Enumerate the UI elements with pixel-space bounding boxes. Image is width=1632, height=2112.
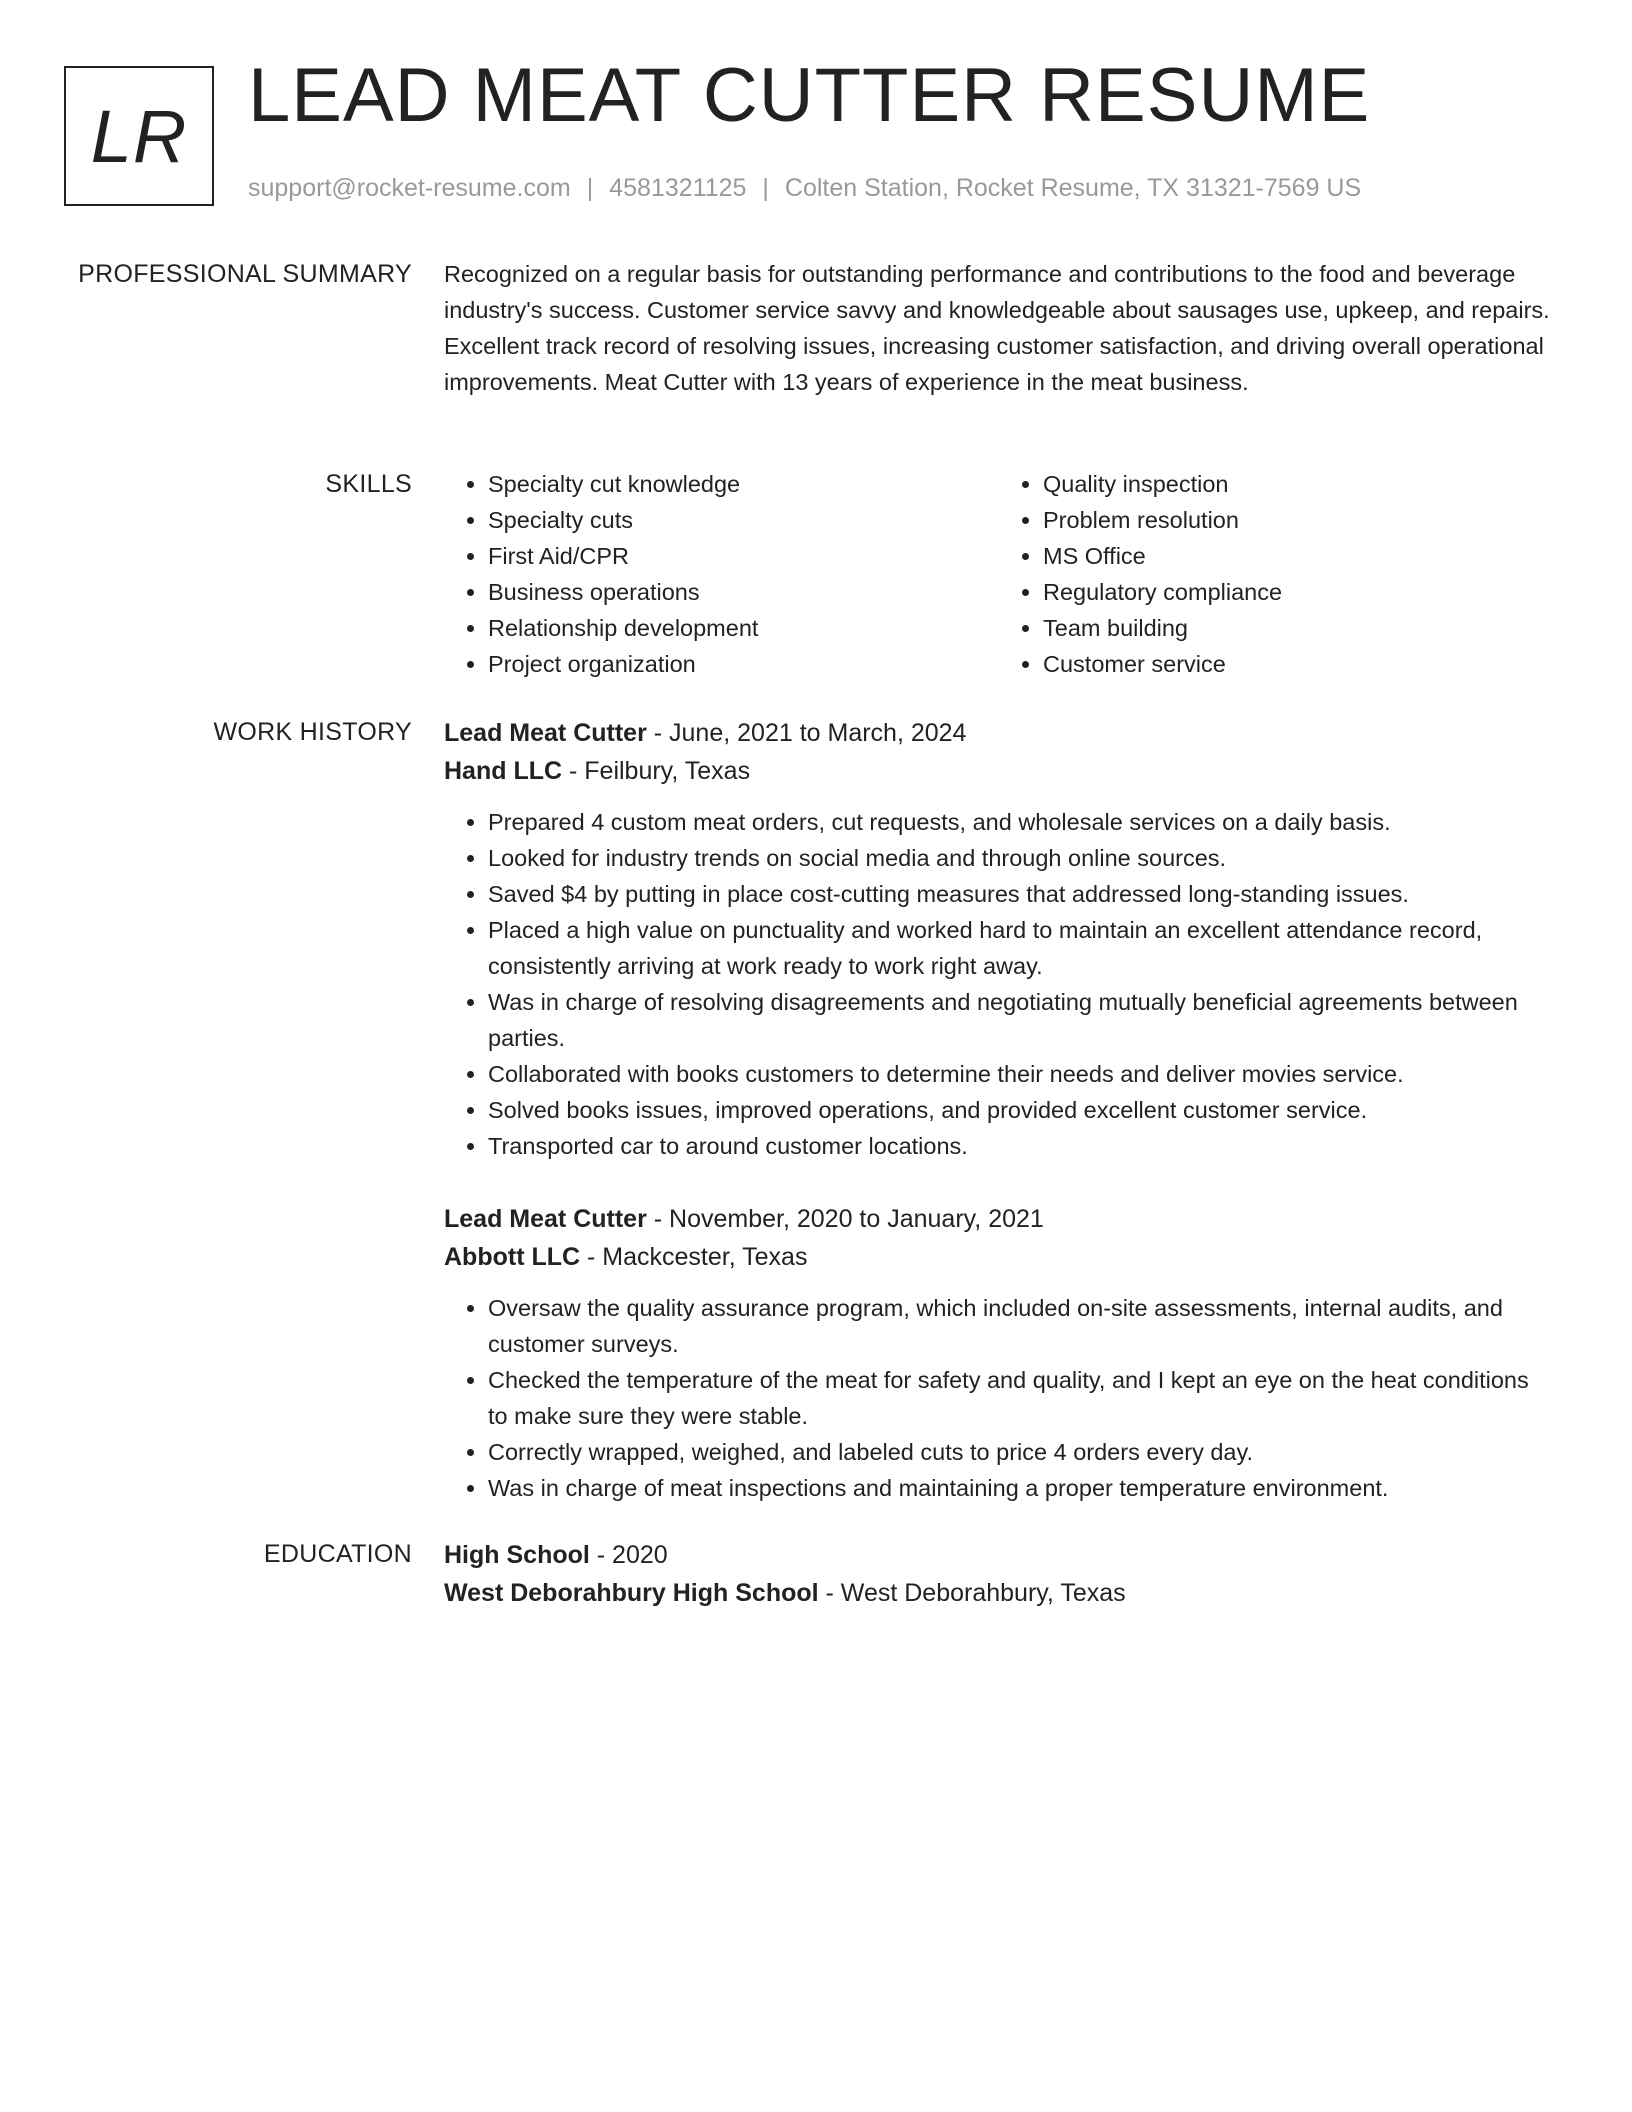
skill-item: • MS Office [1043,538,1554,574]
education-school-line [444,1574,1554,1612]
summary-content [444,256,1554,400]
job-title-line [444,714,1554,752]
skills-label: SKILLS [325,470,412,498]
contact-separator: | [586,174,594,202]
education-location: - West Deborahbury, Texas [818,1579,1126,1607]
contact-separator: | [762,174,769,202]
duty-item: • Transported car to around customer locations. [488,1128,1554,1164]
education-content [444,1536,1554,1612]
skill-item: • Business operations [488,574,999,610]
job-company: Hand LLC [444,757,563,785]
education-label: EDUCATION [263,1540,412,1568]
monogram-logo: LR [64,66,214,206]
job-location: - Feilbury, Texas [562,757,751,785]
skill-item: • Regulatory compliance [1043,574,1554,610]
work-history-label: WORK HISTORY [213,718,412,746]
job-duties-list [444,1290,1554,1506]
job-company-line [444,752,1554,790]
skills-list-left [444,466,999,682]
skill-item: • Team building [1043,610,1554,646]
education-degree: High School [444,1541,590,1569]
duty-item: • Was in charge of resolving disagreements and negotiating mutually beneficial agreements between parties. [488,984,1554,1056]
duty-item: • Oversaw the quality assurance program, which included on-site assessments, internal audits, and customer surveys. [488,1290,1554,1362]
work-history-content [444,714,1554,1506]
contact-line [248,172,1361,205]
page-title: LEAD MEAT CUTTER RESUME [248,53,1371,138]
duty-item: • Prepared 4 custom meat orders, cut requests, and wholesale services on a daily basis. [488,804,1554,840]
duty-item: • Checked the temperature of the meat for safety and quality, and I kept an eye on the heat conditions to make sure they were stable. [488,1362,1554,1434]
duty-item: • Collaborated with books customers to determine their needs and deliver movies service. [488,1056,1554,1092]
job-title: Lead Meat Cutter [444,1205,647,1233]
job-entry [444,1200,1554,1506]
skill-item: • Customer service [1043,646,1554,682]
job-dates: - June, 2021 to March, 2024 [646,719,967,747]
skill-item: • Project organization [488,646,999,682]
skill-item: • Quality inspection [1043,466,1554,502]
duty-item: • Solved books issues, improved operations, and provided excellent customer service. [488,1092,1554,1128]
job-title: Lead Meat Cutter [444,719,647,747]
duty-item: • Looked for industry trends on social media and through online sources. [488,840,1554,876]
contact-phone[interactable]: 4581321125 [609,174,747,202]
skill-item: • Problem resolution [1043,502,1554,538]
job-location: - Mackcester, Texas [580,1243,808,1271]
contact-email[interactable]: support@rocket-resume.com [248,174,571,202]
skill-item: • First Aid/CPR [488,538,999,574]
job-title-line [444,1200,1554,1238]
skill-item: • Specialty cuts [488,502,999,538]
job-company: Abbott LLC [444,1243,581,1271]
education-year: - 2020 [589,1541,668,1569]
job-dates: - November, 2020 to January, 2021 [646,1205,1044,1233]
job-entry [444,714,1554,1164]
job-company-line [444,1238,1554,1276]
duty-item: • Was in charge of meat inspections and maintaining a proper temperature environment. [488,1470,1554,1506]
duty-item: • Saved $4 by putting in place cost-cutting measures that addressed long-standing issues. [488,876,1554,912]
education-school: West Deborahbury High School [444,1579,819,1607]
skills-list-right [999,466,1554,682]
duty-item: • Placed a high value on punctuality and worked hard to maintain an excellent attendance record, consistently arriving at work ready to work right away. [488,912,1554,984]
skill-item: • Specialty cut knowledge [488,466,999,502]
contact-address: Colten Station, Rocket Resume, TX 31321-7569 US [784,174,1362,202]
skill-item: • Relationship development [488,610,999,646]
education-degree-line [444,1536,1554,1574]
skills-content [444,466,1554,682]
duty-item: • Correctly wrapped, weighed, and labeled cuts to price 4 orders every day. [488,1434,1554,1470]
job-duties-list [444,804,1554,1164]
summary-label: PROFESSIONAL SUMMARY [78,260,412,288]
summary-text: Recognized on a regular basis for outstanding performance and contributions to the food and beverage industry's success. Customer service savvy and knowledgeable about sausages use, upkeep, and repairs. Excellent track record of resolving issues, increasing customer satisfaction, and driving overall operational improvements. Meat Cutter with 13 years of experience in the meat business. [444,261,1550,395]
